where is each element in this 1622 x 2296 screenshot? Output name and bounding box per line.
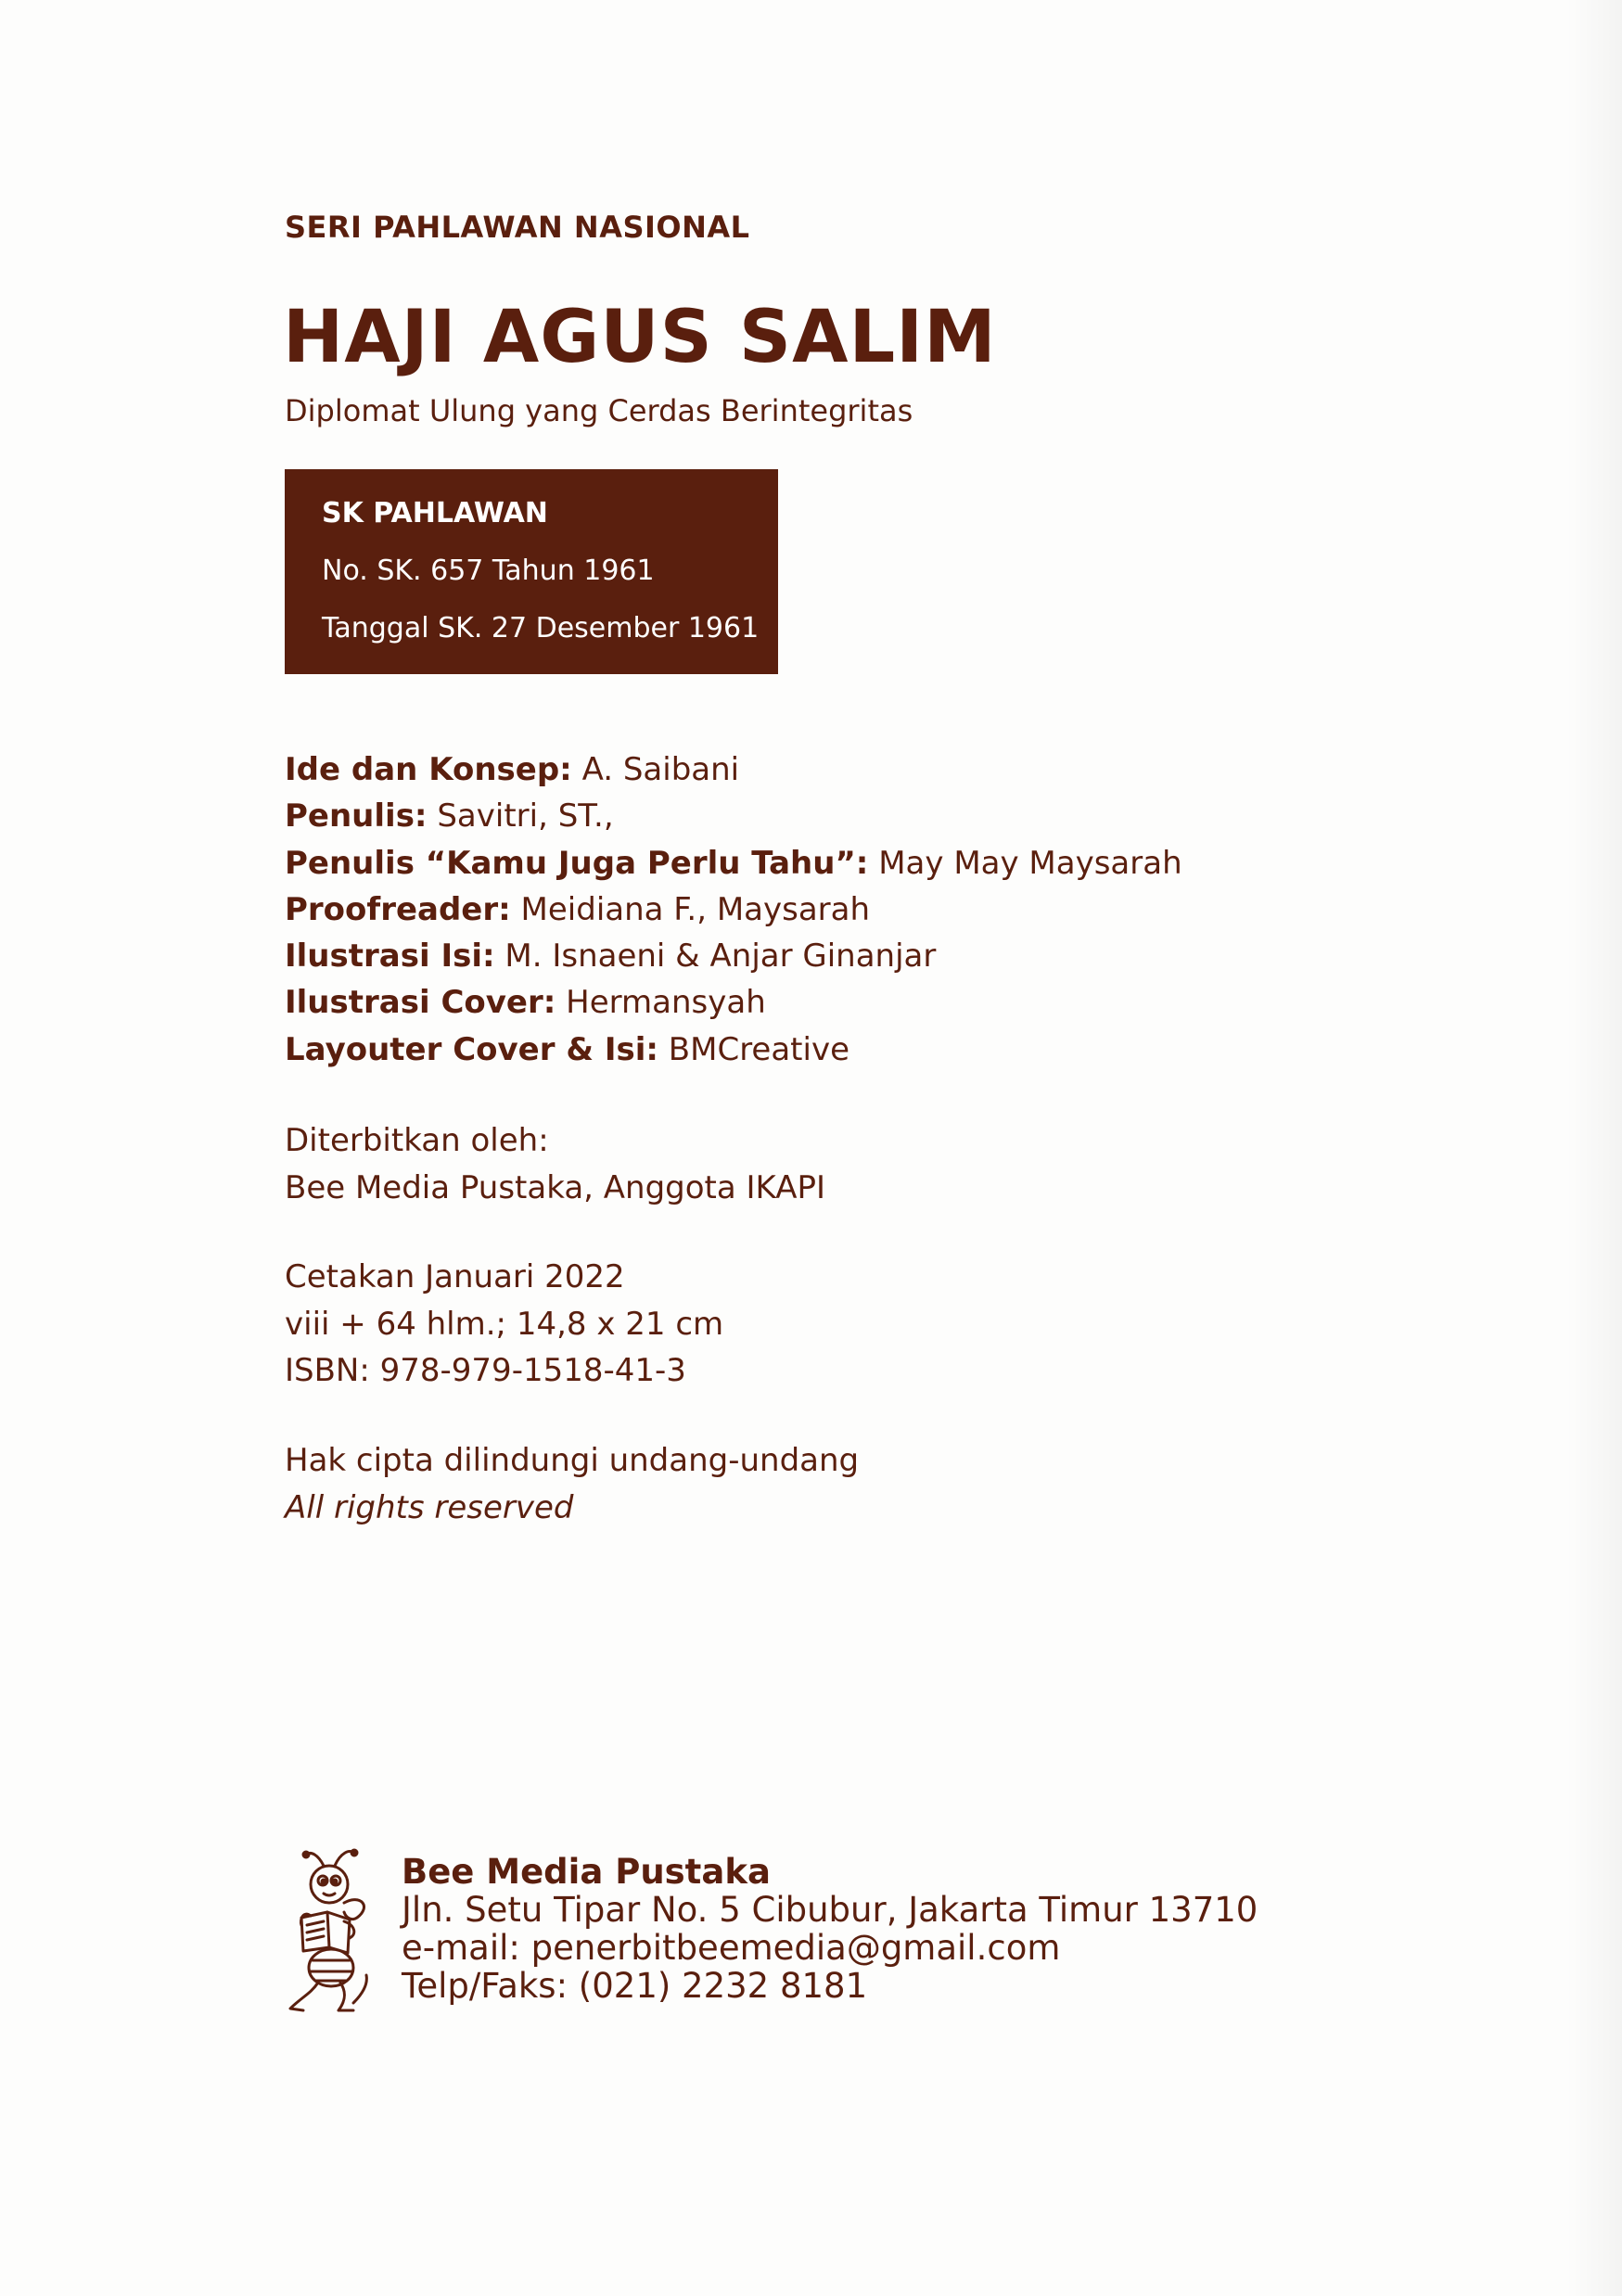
book-title: HAJI AGUS SALIM — [283, 296, 997, 379]
credit-row — [285, 793, 1182, 839]
published-by-value: Bee Media Pustaka, Anggota IKAPI — [285, 1168, 826, 1206]
print-edition: Cetakan Januari 2022 — [285, 1258, 625, 1295]
credit-label: Layouter Cover & Isi: — [285, 1030, 658, 1068]
publisher-email: e-mail: penerbitbeemedia@gmail.com — [402, 1928, 1061, 1968]
credit-value: M. Isnaeni & Anjar Ginanjar — [504, 938, 937, 976]
credits-list — [285, 746, 1182, 1073]
credit-row — [285, 840, 1182, 887]
credit-label: Ide dan Konsep: — [285, 751, 572, 788]
bee-reading-book-icon — [283, 1845, 385, 2014]
sk-pahlawan-box — [285, 469, 778, 674]
sk-box-title: SK PAHLAWAN — [322, 497, 548, 529]
sk-date: Tanggal SK. 27 Desember 1961 — [322, 612, 760, 644]
book-subtitle: Diplomat Ulung yang Cerdas Berintegritas — [285, 393, 913, 428]
published-by-block — [285, 1117, 825, 1211]
credit-label: Ilustrasi Isi: — [285, 938, 495, 976]
credit-value: Hermansyah — [566, 984, 766, 1022]
credit-label: Proofreader: — [285, 890, 511, 928]
isbn: ISBN: 978-979-1518-41-3 — [285, 1352, 686, 1389]
rights-block — [285, 1437, 859, 1531]
publisher-phone: Telp/Faks: (021) 2232 8181 — [402, 1966, 868, 2006]
credit-row — [285, 979, 1182, 1026]
credit-value: A. Saibani — [581, 751, 740, 788]
credit-value: BMCreative — [668, 1030, 849, 1068]
credit-row — [285, 746, 1182, 793]
page-edge-shadow — [1566, 0, 1622, 2296]
credit-row — [285, 1027, 1182, 1073]
edition-block — [285, 1254, 723, 1395]
rights-reserved: All rights reserved — [285, 1488, 574, 1526]
credit-value: May May Maysarah — [878, 844, 1182, 882]
credit-value: Meidiana F., Maysarah — [520, 890, 871, 928]
credit-label: Ilustrasi Cover: — [285, 984, 556, 1022]
publisher-address: Jln. Setu Tipar No. 5 Cibubur, Jakarta Timur 13710 — [402, 1890, 1258, 1930]
credit-value: Savitri, ST., — [437, 797, 614, 835]
page-count: viii + 64 hlm.; 14,8 x 21 cm — [285, 1305, 724, 1343]
credit-row — [285, 887, 1182, 933]
sk-number: No. SK. 657 Tahun 1961 — [322, 555, 655, 587]
credit-label: Penulis: — [285, 797, 428, 835]
credit-row — [285, 933, 1182, 979]
credit-label: Penulis “Kamu Juga Perlu Tahu”: — [285, 844, 869, 882]
rights-line: Hak cipta dilindungi undang-undang — [285, 1442, 860, 1479]
published-by-label: Diterbitkan oleh: — [285, 1122, 549, 1159]
publisher-info — [402, 1853, 1258, 2005]
publisher-name: Bee Media Pustaka — [402, 1852, 771, 1892]
series-label: SERI PAHLAWAN NASIONAL — [285, 210, 750, 245]
